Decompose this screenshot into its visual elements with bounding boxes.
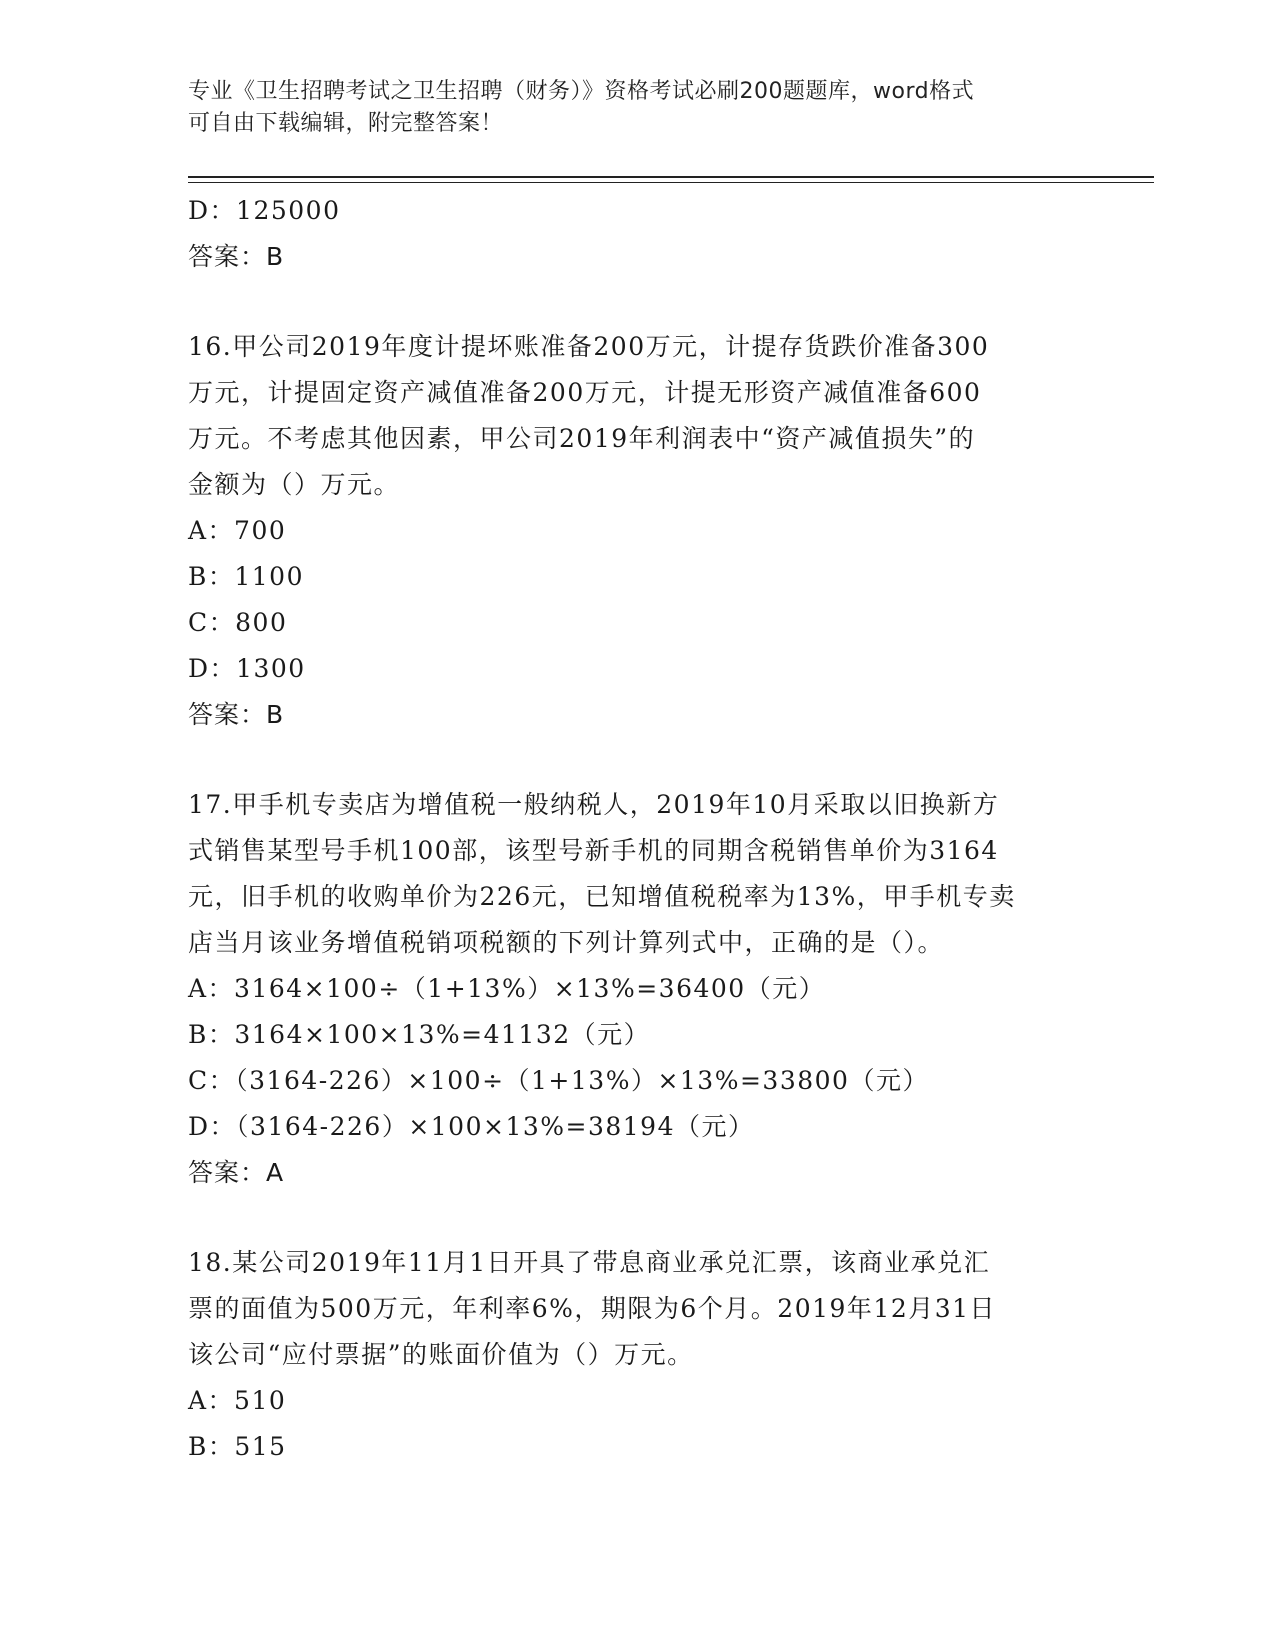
question-stem-line: 17.甲手机专卖店为增值税一般纳税人，2019年10月采取以旧换新方 [188,790,1000,819]
question-stem-line: 金额为（）万元。 [188,470,401,499]
option-d: D：125000 [188,196,341,225]
option-a: A：510 [188,1386,287,1415]
header-line-2: 可自由下载编辑，附完整答案！ [188,111,504,136]
question-stem-line: 式销售某型号手机100部，该型号新手机的同期含税销售单价为3164 [188,836,999,865]
option-d: D：（3164-226）×100×13%=38194（元） [188,1112,755,1141]
option-b: B：515 [188,1432,287,1461]
question-16 [188,324,1088,738]
document-header [188,76,1088,140]
question-stem-line: 18.某公司2019年11月1日开具了带息商业承兑汇票，该商业承兑汇 [188,1248,991,1277]
header-divider-thin [188,182,1154,183]
question-18 [188,1240,1088,1470]
question-stem-line: 元，旧手机的收购单价为226元，已知增值税税率为13%，甲手机专卖 [188,882,1016,911]
answer-line: 答案：B [188,242,285,271]
answer-line: 答案：B [188,700,285,729]
option-a: A：3164×100÷（1+13%）×13%=36400（元） [188,974,826,1003]
document-body [188,188,1088,1470]
question-17 [188,782,1088,1196]
header-line-1: 专业《卫生招聘考试之卫生招聘（财务）》资格考试必刷200题题库，word格式 [188,79,975,104]
option-d: D：1300 [188,654,306,683]
header-divider [188,176,1154,178]
question-stem-line: 店当月该业务增值税销项税额的下列计算列式中，正确的是（）。 [188,928,945,957]
option-b: B：1100 [188,562,304,591]
option-b: B：3164×100×13%=41132（元） [188,1020,651,1049]
question-stem-line: 票的面值为500万元，年利率6%，期限为6个月。2019年12月31日 [188,1294,997,1323]
option-a: A：700 [188,516,287,545]
previous-question-tail [188,188,1088,280]
question-stem-line: 万元，计提固定资产减值准备200万元，计提无形资产减值准备600 [188,378,982,407]
question-stem-line: 16.甲公司2019年度计提坏账准备200万元，计提存货跌价准备300 [188,332,990,361]
option-c: C：800 [188,608,288,637]
option-c: C：（3164-226）×100÷（1+13%）×13%=33800（元） [188,1066,929,1095]
question-stem-line: 该公司“应付票据”的账面价值为（）万元。 [188,1340,694,1369]
answer-line: 答案：A [188,1158,285,1187]
question-stem-line: 万元。不考虑其他因素，甲公司2019年利润表中“资产减值损失”的 [188,424,976,453]
